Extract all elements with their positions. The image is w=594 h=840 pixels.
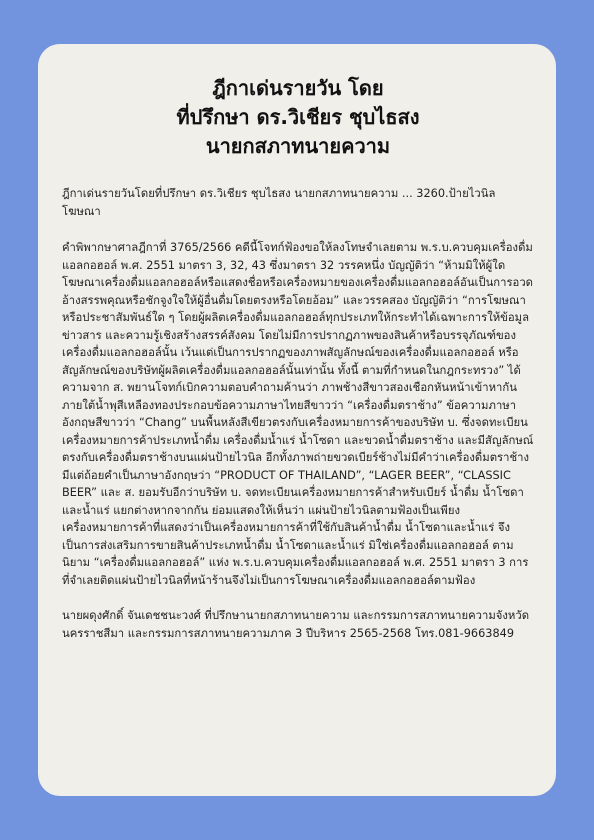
- author-paragraph: นายผดุงศักดิ์ จันเดชชนะวงศ์ ที่ปรึกษานายกสภาทนายความ และกรรมการสภาทนายความจังหวัดนครราชสีมา และกรรมการสภาทนายความภาค 3 ปีบริหาร 2565-2568 โทร.081-9663849: [62, 609, 530, 640]
- title-line-1: ฎีกาเด่นรายวัน โดย: [212, 76, 384, 100]
- intro-paragraph: ฎีกาเด่นรายวันโดยที่ปรึกษา ดร.วิเชียร ชุบไธสง นายกสภาทนายความ ... 3260.ป้ายไวนิลโฆษณา: [62, 187, 496, 218]
- article-title: [62, 74, 534, 161]
- title-line-3: นายกสภาทนายความ: [205, 134, 391, 158]
- ruling-paragraph: คำพิพากษาศาลฎีกาที่ 3765/2566 คดีนี้โจทก์ฟ้องขอให้ลงโทษจำเลยตาม พ.ร.บ.ควบคุมเครื่องดื่มแอลกอฮอล์ พ.ศ. 2551 มาตรา 3, 32, 43 ซึ่งมาตรา 32 วรรคหนึ่ง บัญญัติว่า “ห้ามมิให้ผู้ใดโฆษณาเครื่องดื่มแอลกอฮอล์หรือแสดงชื่อหรือเครื่องหมายของเครื่องดื่มแอลกอฮอล์อันเป็นการอวดอ้างสรรพคุณหรือชักจูงใจให้ผู้อื่นดื่มโดยตรงหรือโดยอ้อม” และวรรคสอง บัญญัติว่า “การโฆษณาหรือประชาสัมพันธ์ใด ๆ โดยผู้ผลิตเครื่องดื่มแอลกอฮอล์ทุกประเภทให้กระทำได้เฉพาะการให้ข้อมูลข่าวสาร และความรู้เชิงสร้างสรรค์สังคม โดยไม่มีการปรากฏภาพของสินค้าหรือบรรจุภัณฑ์ของเครื่องดื่มแอลกอฮอล์นั้น เว้นแต่เป็นการปรากฏของภาพสัญลักษณ์ของเครื่องดื่มแอลกอฮอล์ หรือสัญลักษณ์ของบริษัทผู้ผลิตเครื่องดื่มแอลกอฮอล์นั้นเท่านั้น ทั้งนี้ ตามที่กำหนดในกฎกระทรวง” ได้ความจาก ส. พยานโจทก์เบิกความตอบคำถามค้านว่า ภาพช้างสีขาวสองเชือกหันหน้าเข้าหากันภายใต้น้ำพุสีเหลืองทองประกอบข้อความภาษาไทยสีขาวว่า “เครื่องดื่มตราช้าง” ข้อความภาษาอังกฤษสีขาวว่า “Chang” บนพื้นหลังสีเขียวตรงกับเครื่องหมายการค้าของบริษัท บ. ซึ่งจดทะเบียนเครื่องหมายการค้าประเภทน้ำดื่ม เครื่องดื่มน้ำแร่ น้ำโซดา และขวดน้ำดื่มตราช้าง และมีสัญลักษณ์ตรงกับเครื่องดื่มตราช้างบนแผ่นป้ายไวนิล อีกทั้งภาพถ่ายขวดเบียร์ช้างไม่มีคำว่าเครื่องดื่มตราช้าง มีแต่ถ้อยคำเป็นภาษาอังกฤษว่า “PRODUCT OF THAILAND”, “LAGER BEER”, “CLASSIC BEER” และ ส. ยอมรับอีกว่าบริษัท บ. จดทะเบียนเครื่องหมายการค้าสำหรับเบียร์ น้ำดื่ม น้ำโซดาและน้ำแร่ แยกต่างหากจากกัน ย่อมแสดงให้เห็นว่า แผ่นป้ายไวนิลตามฟ้องเป็นเพียงเครื่องหมายการค้าที่แสดงว่าเป็นเครื่องหมายการค้าที่ใช้กับสินค้าน้ำดื่ม น้ำโซดาและน้ำแร่ จึงเป็นการส่งเสริมการขายสินค้าประเภทน้ำดื่ม น้ำโซดาและน้ำแร่ มิใช่เครื่องดื่มแอลกอฮอล์ ตามนิยาม “เครื่องดื่มแอลกอฮอล์” แห่ง พ.ร.บ.ควบคุมเครื่องดื่มแอลกอฮอล์ พ.ศ. 2551 มาตรา 3 การที่จำเลยติดแผ่นป้ายไวนิลที่หน้าร้านจึงไม่เป็นการโฆษณาเครื่องดื่มแอลกอฮอล์ตามฟ้อง: [62, 241, 534, 587]
- article-card: [38, 44, 556, 796]
- title-line-2: ที่ปรึกษา ดร.วิเชียร ชุบไธสง: [176, 105, 420, 129]
